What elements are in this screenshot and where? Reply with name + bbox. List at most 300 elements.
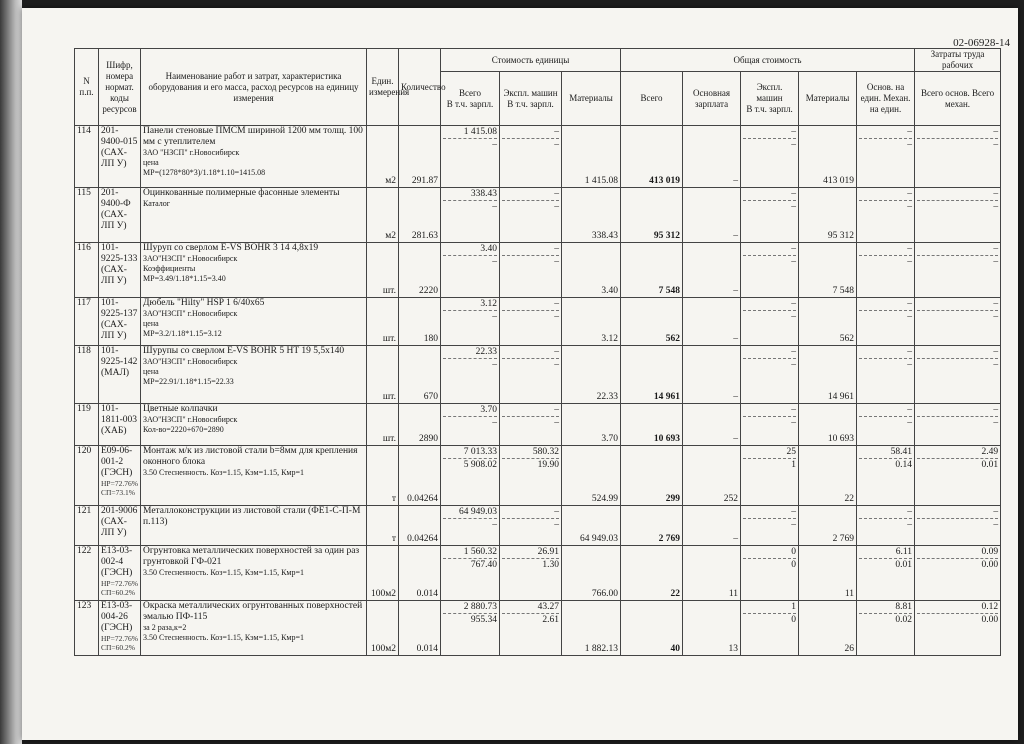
name-main: Огрунтовка металлических поверхностей за один раз грунтовкой ГФ-021 — [143, 546, 360, 567]
labor-total-bottom: 0.01 — [981, 460, 999, 470]
unit-cost-materials: 3.40 — [562, 243, 621, 298]
unit-cost-total — [441, 546, 500, 601]
unit-cost-machines — [500, 404, 562, 446]
table-row — [75, 446, 1001, 506]
unit-cost-machines-bottom: – — [554, 312, 559, 322]
row-qty: 291.87 — [399, 126, 441, 188]
header-name: Наименование работ и затрат, характеристика оборудования и его масса, расход ресурсов на единицу измерения — [141, 49, 367, 126]
unit-cost-machines-top: 43.27 — [502, 601, 559, 614]
unit-cost-total-bottom: 767.40 — [470, 560, 497, 570]
name-sub: МР=3.49/1.18*1.15=3.40 — [143, 274, 226, 283]
unit-cost-machines-bottom: – — [554, 140, 559, 150]
unit-cost-total-bottom: – — [492, 360, 497, 370]
total-cost: 7 548 — [621, 243, 683, 298]
labor-total-top: – — [917, 243, 998, 256]
labor-unit-bottom: – — [907, 360, 913, 370]
labor-unit — [857, 243, 915, 298]
total-cost: 562 — [621, 298, 683, 346]
total-machines — [741, 243, 799, 298]
labor-total-top: – — [917, 188, 998, 201]
row-unit: шт. — [367, 346, 399, 404]
code-rate: НР=72.76% — [101, 579, 138, 588]
code-source: (ГЭСН) — [101, 623, 133, 633]
total-machines-bottom: – — [791, 140, 797, 150]
code-main: 101-1811-003 — [101, 404, 138, 425]
total-machines — [741, 126, 799, 188]
unit-cost-machines-top: – — [502, 404, 559, 417]
labor-unit — [857, 346, 915, 404]
labor-unit-bottom: – — [907, 202, 913, 212]
labor-unit — [857, 298, 915, 346]
total-wage: – — [683, 188, 741, 243]
code-main: Е13-03-002-4 — [101, 546, 133, 567]
unit-cost-materials: 64 949.03 — [562, 506, 621, 546]
unit-cost-materials: 766.00 — [562, 546, 621, 601]
unit-cost-machines-bottom: 1.30 — [542, 560, 559, 570]
code-rate: СП=60.2% — [101, 643, 136, 652]
total-machines — [741, 601, 799, 656]
unit-cost-materials: 3.70 — [562, 404, 621, 446]
total-wage: – — [683, 346, 741, 404]
row-code — [99, 346, 141, 404]
name-sub: МР=(1278*80*3)/1.18*1.10=1415.08 — [143, 168, 266, 177]
name-main: Шурупы со сверлом E-VS BOHR 5 HT 19 5,5x140 — [143, 346, 345, 356]
total-cost: 2 769 — [621, 506, 683, 546]
header-uc-mat: Материалы — [562, 72, 621, 126]
code-source: (САХ-ЛП У) — [101, 210, 127, 231]
code-source: (ХАБ) — [101, 426, 127, 436]
unit-cost-machines — [500, 298, 562, 346]
labor-unit-bottom: – — [907, 418, 913, 428]
code-main: 101-9225-137 — [101, 298, 138, 319]
unit-cost-materials: 524.99 — [562, 446, 621, 506]
header-uc-mach: Экспл. машин В т.ч. зарпл. — [500, 72, 562, 126]
name-sub: 3.50 Стесненность. Коз=1.15, Кэм=1.15, Кмр=1 — [143, 633, 305, 642]
code-source: (САХ-ЛП У) — [101, 320, 127, 341]
unit-cost-total-top: 3.12 — [443, 298, 497, 311]
name-sub: ЗАО"НЗСП" г.Новосибирск — [143, 415, 238, 424]
page-fold-shadow — [0, 0, 22, 744]
labor-unit-top: – — [859, 506, 912, 519]
total-machines-bottom: – — [791, 520, 797, 530]
row-code — [99, 446, 141, 506]
labor-unit — [857, 404, 915, 446]
header-total-cost: Общая стоимость — [621, 49, 915, 72]
total-machines-top: – — [743, 506, 796, 519]
table-row — [75, 346, 1001, 404]
row-name — [141, 298, 367, 346]
unit-cost-total-bottom: – — [492, 312, 497, 322]
labor-total — [915, 601, 1001, 656]
code-main: 101-9225-133 — [101, 243, 138, 264]
unit-cost-total — [441, 188, 500, 243]
code-rate: СП=73.1% — [101, 488, 136, 497]
labor-unit — [857, 126, 915, 188]
unit-cost-machines — [500, 506, 562, 546]
unit-cost-machines-top: 26.91 — [502, 546, 559, 559]
header-qty: Количество — [399, 49, 441, 126]
row-unit: т — [367, 506, 399, 546]
row-name — [141, 546, 367, 601]
name-sub: цена — [143, 367, 159, 376]
row-qty: 0.04264 — [399, 506, 441, 546]
document-number: 02-06928-14 — [953, 37, 1010, 49]
total-machines-top: – — [743, 298, 796, 311]
code-source: (ГЭСН) — [101, 568, 133, 578]
row-name — [141, 601, 367, 656]
code-source: (МАЛ) — [101, 368, 130, 378]
code-source: (САХ-ЛП У) — [101, 517, 127, 538]
total-materials: 2 769 — [799, 506, 857, 546]
row-qty: 180 — [399, 298, 441, 346]
row-name — [141, 506, 367, 546]
unit-cost-total-top: 7 013.33 — [443, 446, 497, 459]
name-sub: МР=22.91/1.18*1.15=22.33 — [143, 377, 234, 386]
labor-total-bottom: 0.00 — [981, 560, 999, 570]
labor-total-top: – — [917, 346, 998, 359]
labor-total — [915, 506, 1001, 546]
header-tc-total: Всего — [621, 72, 683, 126]
labor-total-top: – — [917, 298, 998, 311]
unit-cost-materials: 1 882.13 — [562, 601, 621, 656]
total-materials: 413 019 — [799, 126, 857, 188]
row-name — [141, 346, 367, 404]
row-qty: 0.04264 — [399, 446, 441, 506]
row-qty: 0.014 — [399, 546, 441, 601]
total-machines-top: – — [743, 126, 796, 139]
total-cost: 299 — [621, 446, 683, 506]
row-name — [141, 126, 367, 188]
total-machines — [741, 188, 799, 243]
row-code — [99, 404, 141, 446]
table-row — [75, 404, 1001, 446]
code-rate: НР=72.76% — [101, 479, 138, 488]
name-sub: ЗАО"НЗСП" г.Новосибирск — [143, 309, 238, 318]
labor-total — [915, 298, 1001, 346]
labor-unit-top: – — [859, 126, 912, 139]
code-rate: СП=60.2% — [101, 588, 136, 597]
total-machines — [741, 546, 799, 601]
labor-total-top: – — [917, 126, 998, 139]
name-main: Монтаж м/к из листовой стали b=8мм для крепления оконного блока — [143, 446, 358, 467]
row-number: 120 — [75, 446, 99, 506]
total-wage: 252 — [683, 446, 741, 506]
name-sub: 3.50 Стесненность. Коз=1.15, Кэм=1.15, Кмр=1 — [143, 568, 305, 577]
unit-cost-machines-top: 580.32 — [502, 446, 559, 459]
row-code — [99, 298, 141, 346]
unit-cost-total-bottom: – — [492, 140, 497, 150]
row-code — [99, 126, 141, 188]
unit-cost-total-top: 1 560.32 — [443, 546, 497, 559]
total-wage: 11 — [683, 546, 741, 601]
table-row — [75, 506, 1001, 546]
total-machines — [741, 404, 799, 446]
header-tc-mach: Экспл. машин В т.ч. зарпл. — [741, 72, 799, 126]
unit-cost-machines-bottom: – — [554, 360, 559, 370]
code-source: (САХ-ЛП У) — [101, 265, 127, 286]
name-main: Окраска металлических огрунтованных поверхностей эмалью ПФ-115 — [143, 601, 363, 622]
total-materials: 14 961 — [799, 346, 857, 404]
labor-total-bottom: – — [993, 202, 999, 212]
row-name — [141, 404, 367, 446]
row-qty: 670 — [399, 346, 441, 404]
row-qty: 2220 — [399, 243, 441, 298]
labor-total-top: 0.12 — [917, 601, 998, 614]
unit-cost-machines-top: – — [502, 243, 559, 256]
labor-unit-bottom: – — [907, 312, 913, 322]
unit-cost-machines — [500, 546, 562, 601]
name-sub: 3.50 Стесненность. Коз=1.15, Кэм=1.15, Кмр=1 — [143, 468, 305, 477]
unit-cost-machines-top: – — [502, 506, 559, 519]
labor-unit-bottom: – — [907, 257, 913, 267]
code-main: Е09-06-001-2 — [101, 446, 133, 467]
unit-cost-total-bottom: – — [492, 418, 497, 428]
row-number: 121 — [75, 506, 99, 546]
name-main: Цветные колпачки — [143, 404, 218, 414]
labor-total — [915, 126, 1001, 188]
unit-cost-machines-top: – — [502, 126, 559, 139]
code-rate: НР=72.76% — [101, 634, 138, 643]
total-cost: 40 — [621, 601, 683, 656]
row-code — [99, 506, 141, 546]
header-lab-unit: Основ. на един. Механ. на един. — [857, 72, 915, 126]
name-sub: Коэффициенты — [143, 264, 196, 273]
total-cost: 413 019 — [621, 126, 683, 188]
table-row — [75, 601, 1001, 656]
total-cost: 10 693 — [621, 404, 683, 446]
labor-total — [915, 404, 1001, 446]
name-sub: Кол-во=2220+670=2890 — [143, 425, 224, 434]
labor-unit-top: 58.41 — [859, 446, 912, 459]
table-row — [75, 126, 1001, 188]
labor-unit-top: 8.81 — [859, 601, 912, 614]
total-materials: 562 — [799, 298, 857, 346]
row-qty: 2890 — [399, 404, 441, 446]
labor-total-top: 2.49 — [917, 446, 998, 459]
labor-total-top: 0.09 — [917, 546, 998, 559]
unit-cost-materials: 22.33 — [562, 346, 621, 404]
total-machines — [741, 506, 799, 546]
table-row — [75, 298, 1001, 346]
unit-cost-total — [441, 243, 500, 298]
labor-total-bottom: – — [993, 418, 999, 428]
row-qty: 0.014 — [399, 601, 441, 656]
labor-unit — [857, 546, 915, 601]
name-main: Оцинкованные полимерные фасонные элементы — [143, 188, 340, 198]
unit-cost-machines-bottom: – — [554, 257, 559, 267]
code-main: 101-9225-142 — [101, 346, 138, 367]
row-number: 123 — [75, 601, 99, 656]
header-n: N п.п. — [75, 49, 99, 126]
total-machines-top: – — [743, 404, 796, 417]
labor-total-bottom: – — [993, 520, 999, 530]
unit-cost-total-top: 2 880.73 — [443, 601, 497, 614]
unit-cost-machines-bottom: 2.61 — [542, 615, 559, 625]
labor-unit-bottom: – — [907, 520, 913, 530]
total-machines — [741, 346, 799, 404]
labor-total-bottom: 0.00 — [981, 615, 999, 625]
labor-total-bottom: – — [993, 140, 999, 150]
total-wage: – — [683, 404, 741, 446]
labor-unit-top: – — [859, 243, 912, 256]
unit-cost-machines-bottom: – — [554, 418, 559, 428]
name-sub: за 2 раза,к=2 — [143, 623, 187, 632]
total-machines-top: – — [743, 188, 796, 201]
total-machines-bottom: – — [791, 418, 797, 428]
total-cost: 95 312 — [621, 188, 683, 243]
estimate-table — [74, 48, 1001, 656]
name-sub: ЗАО "НЗСП" г.Новосибирск — [143, 148, 240, 157]
total-cost: 22 — [621, 546, 683, 601]
unit-cost-machines-bottom: – — [554, 202, 559, 212]
total-materials: 26 — [799, 601, 857, 656]
labor-unit — [857, 506, 915, 546]
total-machines-bottom: – — [791, 202, 797, 212]
header-unit-cost: Стоимость единицы — [441, 49, 621, 72]
unit-cost-total-bottom: 5 908.02 — [463, 460, 497, 470]
row-code — [99, 546, 141, 601]
labor-total-bottom: – — [993, 257, 999, 267]
header-tc-mat: Материалы — [799, 72, 857, 126]
row-name — [141, 446, 367, 506]
header-tc-wage: Основная зарплата — [683, 72, 741, 126]
unit-cost-materials: 338.43 — [562, 188, 621, 243]
total-machines — [741, 446, 799, 506]
name-sub: ЗАО"НЗСП" г.Новосибирск — [143, 254, 238, 263]
total-machines-bottom: – — [791, 312, 797, 322]
row-unit: 100м2 — [367, 546, 399, 601]
unit-cost-total — [441, 298, 500, 346]
total-wage: – — [683, 298, 741, 346]
labor-unit — [857, 446, 915, 506]
labor-total — [915, 446, 1001, 506]
total-machines-top: 1 — [743, 601, 796, 614]
unit-cost-machines — [500, 243, 562, 298]
labor-unit — [857, 188, 915, 243]
row-code — [99, 188, 141, 243]
labor-unit-bottom: – — [907, 140, 913, 150]
total-machines-top: 25 — [743, 446, 796, 459]
total-materials: 11 — [799, 546, 857, 601]
header-unit: Един. измерения — [367, 49, 399, 126]
unit-cost-total-top: 64 949.03 — [443, 506, 497, 519]
total-materials: 7 548 — [799, 243, 857, 298]
labor-total-bottom: – — [993, 360, 999, 370]
row-name — [141, 188, 367, 243]
name-sub: Каталог — [143, 199, 171, 208]
row-number: 122 — [75, 546, 99, 601]
table-row — [75, 243, 1001, 298]
unit-cost-total-top: 22.33 — [443, 346, 497, 359]
total-wage: – — [683, 126, 741, 188]
row-qty: 281.63 — [399, 188, 441, 243]
labor-total — [915, 243, 1001, 298]
total-wage: 13 — [683, 601, 741, 656]
table-row — [75, 546, 1001, 601]
total-materials: 95 312 — [799, 188, 857, 243]
total-materials: 10 693 — [799, 404, 857, 446]
labor-unit — [857, 601, 915, 656]
unit-cost-machines-top: – — [502, 346, 559, 359]
unit-cost-machines-top: – — [502, 298, 559, 311]
labor-unit-top: – — [859, 346, 912, 359]
row-name — [141, 243, 367, 298]
code-source: (ГЭСН) — [101, 468, 133, 478]
labor-unit-bottom: 0.14 — [895, 460, 913, 470]
name-main: Металлоконструкции из листовой стали (ФЕ1-С-П-М п.113) — [143, 506, 361, 527]
code-main: 201-9006 — [101, 506, 138, 516]
row-number: 117 — [75, 298, 99, 346]
unit-cost-machines — [500, 126, 562, 188]
table-row — [75, 188, 1001, 243]
row-number: 118 — [75, 346, 99, 404]
code-main: 201-9400-Ф — [101, 188, 131, 209]
unit-cost-machines — [500, 446, 562, 506]
row-unit: шт. — [367, 298, 399, 346]
unit-cost-machines — [500, 188, 562, 243]
unit-cost-total — [441, 404, 500, 446]
unit-cost-materials: 3.12 — [562, 298, 621, 346]
row-unit: шт. — [367, 243, 399, 298]
unit-cost-machines-bottom: – — [554, 520, 559, 530]
unit-cost-machines-top: – — [502, 188, 559, 201]
name-main: Шуруп со сверлом E-VS BOHR 3 14 4,8x19 — [143, 243, 319, 253]
total-machines-bottom: 0 — [791, 560, 797, 570]
unit-cost-total-bottom: – — [492, 520, 497, 530]
unit-cost-total — [441, 506, 500, 546]
unit-cost-total — [441, 601, 500, 656]
name-sub: МР=3.2/1.18*1.15=3.12 — [143, 329, 222, 338]
code-source: (САХ-ЛП У) — [101, 148, 127, 169]
unit-cost-machines — [500, 601, 562, 656]
labor-total-bottom: – — [993, 312, 999, 322]
unit-cost-total — [441, 346, 500, 404]
labor-total-top: – — [917, 404, 998, 417]
labor-total-top: – — [917, 506, 998, 519]
unit-cost-total-bottom: – — [492, 257, 497, 267]
total-machines-bottom: – — [791, 257, 797, 267]
name-main: Панели стеновые ПМСМ шириной 1200 мм толщ. 100 мм с утеплителем — [143, 126, 363, 147]
row-number: 115 — [75, 188, 99, 243]
row-number: 119 — [75, 404, 99, 446]
name-sub: цена — [143, 158, 159, 167]
name-sub: ЗАО"НЗСП" г.Новосибирск — [143, 357, 238, 366]
total-wage: – — [683, 243, 741, 298]
code-main: Е13-03-004-26 — [101, 601, 133, 622]
labor-total — [915, 346, 1001, 404]
unit-cost-total-top: 3.40 — [443, 243, 497, 256]
total-machines-bottom: – — [791, 360, 797, 370]
row-number: 116 — [75, 243, 99, 298]
row-unit: м2 — [367, 126, 399, 188]
labor-total — [915, 546, 1001, 601]
row-unit: м2 — [367, 188, 399, 243]
total-wage: – — [683, 506, 741, 546]
total-machines-top: 0 — [743, 546, 796, 559]
code-main: 201-9400-015 — [101, 126, 138, 147]
row-number: 114 — [75, 126, 99, 188]
total-materials: 22 — [799, 446, 857, 506]
name-main: Дюбель "Hilty" HSP 1 6/40x65 — [143, 298, 265, 308]
total-machines-bottom: 0 — [791, 615, 797, 625]
labor-unit-top: 6.11 — [859, 546, 912, 559]
header-labor: Затраты труда рабочих — [915, 49, 1001, 72]
total-machines-bottom: 1 — [791, 460, 797, 470]
total-machines-top: – — [743, 243, 796, 256]
total-machines — [741, 298, 799, 346]
row-unit: т — [367, 446, 399, 506]
row-code — [99, 243, 141, 298]
